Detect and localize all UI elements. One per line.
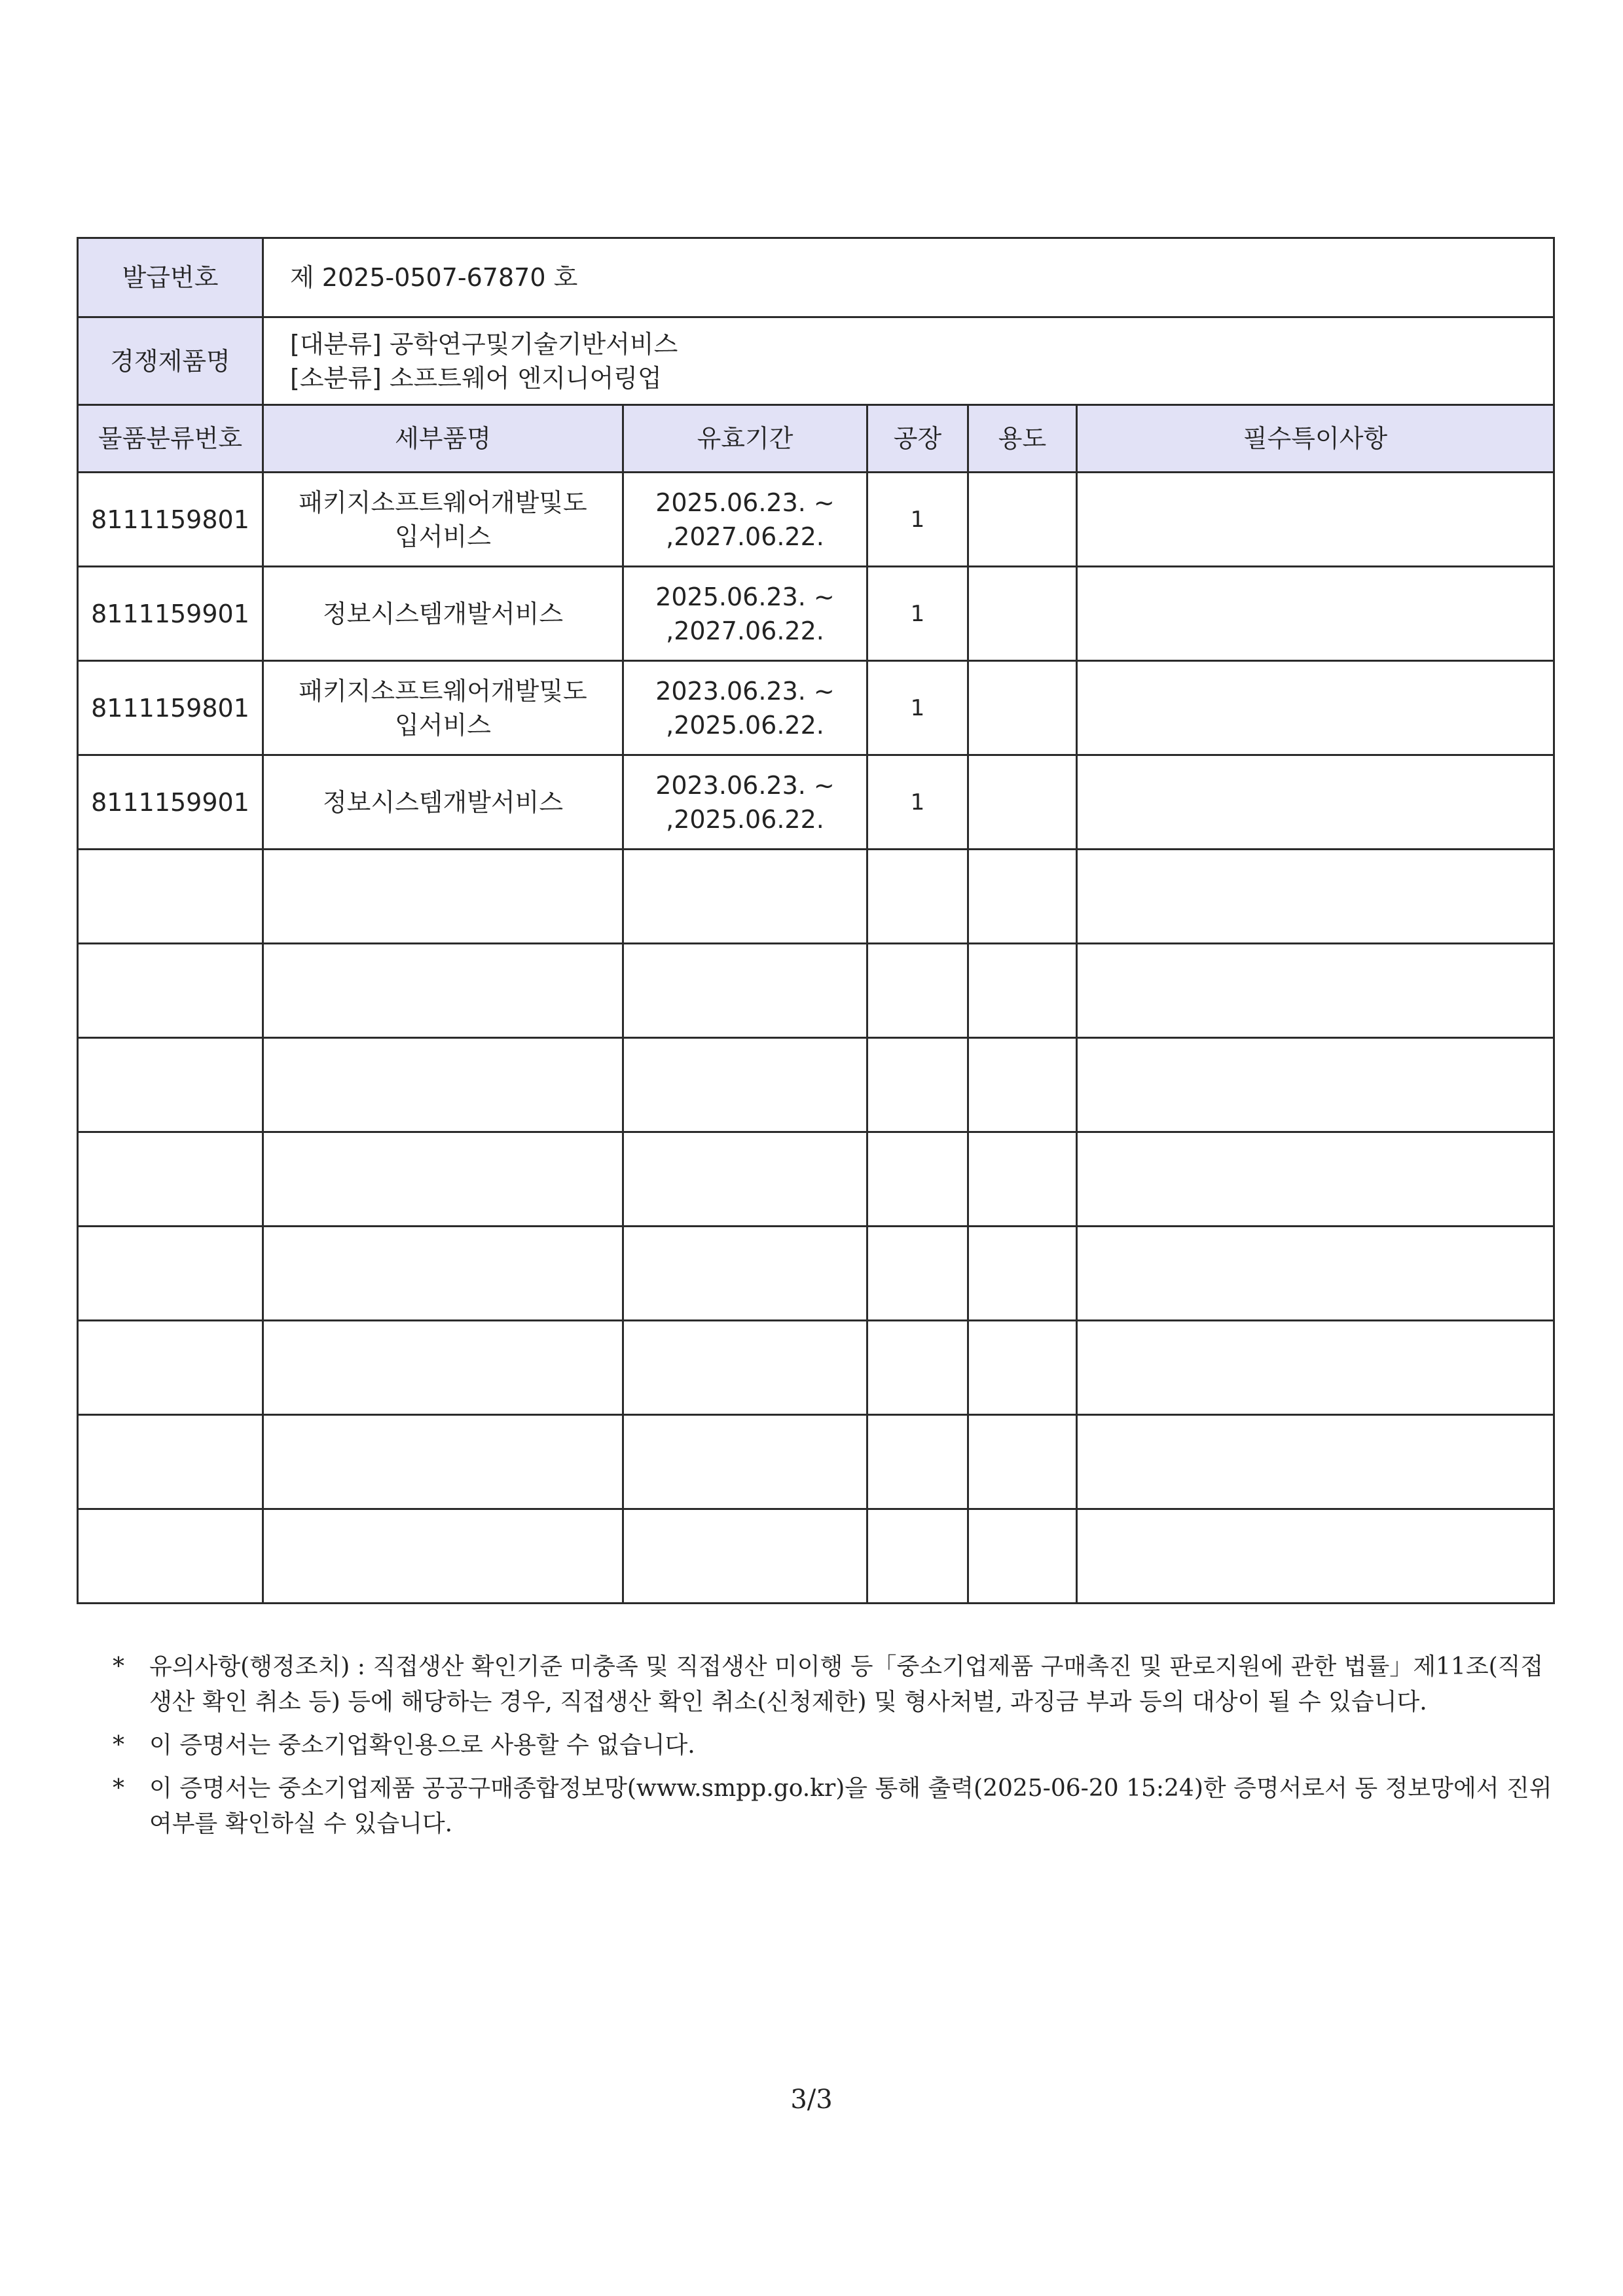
cell-usage xyxy=(968,755,1077,850)
empty-cell xyxy=(623,1509,867,1604)
empty-cell xyxy=(623,944,867,1038)
issue-number-value: 제 2025-0507-67870 호 xyxy=(263,238,1554,317)
empty-cell xyxy=(78,1509,263,1604)
item-name-line: 패키지소프트웨어개발및도 xyxy=(299,488,587,517)
empty-cell xyxy=(78,1415,263,1509)
cell-factory: 1 xyxy=(867,661,968,755)
empty-cell xyxy=(968,1038,1077,1132)
header-usage: 용도 xyxy=(968,405,1077,473)
table-row xyxy=(78,473,1554,567)
empty-cell xyxy=(867,1038,968,1132)
product-minor-category: [소분류] 소프트웨어 엔지니어링업 xyxy=(290,363,662,393)
empty-cell xyxy=(968,850,1077,944)
empty-table-row xyxy=(78,1415,1554,1509)
notice-administrative-action: 유의사항(행정조치) : 직접생산 확인기준 미충족 및 직접생산 미이행 등「중소기업제품 구매촉진 및 판로지원에 관한 법률」제11조(직접생산 확인 취소 등) 등에 해당하는 경우, 직접생산 확인 취소(신청제한) 및 형사처벌, 과징금 부과 등의 대상이 될 수 있습니다. xyxy=(149,1653,1544,1715)
period-end: ,2027.06.22. xyxy=(666,616,824,645)
notice-item xyxy=(113,1649,1553,1720)
item-name-line: 입서비스 xyxy=(395,522,491,551)
item-name-line: 정보시스템개발서비스 xyxy=(322,787,564,817)
cell-factory: 1 xyxy=(867,473,968,567)
cell-remarks xyxy=(1077,473,1554,567)
empty-cell xyxy=(867,944,968,1038)
empty-cell xyxy=(623,1415,867,1509)
bullet-marker: * xyxy=(113,1732,124,1759)
cell-usage xyxy=(968,661,1077,755)
empty-cell xyxy=(968,1132,1077,1227)
empty-cell xyxy=(968,1415,1077,1509)
empty-cell xyxy=(1077,1509,1554,1604)
cell-code: 8111159901 xyxy=(78,567,263,661)
empty-cell xyxy=(623,1132,867,1227)
empty-cell xyxy=(867,1509,968,1604)
period-end: ,2025.06.22. xyxy=(666,710,824,740)
notice-item xyxy=(113,1771,1553,1842)
item-name-line: 입서비스 xyxy=(395,710,491,740)
bullet-marker: * xyxy=(113,1653,124,1680)
empty-cell xyxy=(78,1321,263,1415)
empty-cell xyxy=(968,1509,1077,1604)
empty-cell xyxy=(78,1227,263,1321)
cell-item-name xyxy=(263,473,623,567)
cell-item-name xyxy=(263,755,623,850)
empty-cell xyxy=(867,1321,968,1415)
product-major-category: [대분류] 공학연구및기술기반서비스 xyxy=(290,329,678,359)
cell-valid-period xyxy=(623,567,867,661)
empty-cell xyxy=(968,1227,1077,1321)
header-valid-period: 유효기간 xyxy=(623,405,867,473)
empty-cell xyxy=(1077,1227,1554,1321)
header-classification-code: 물품분류번호 xyxy=(78,405,263,473)
issue-number-label: 발급번호 xyxy=(78,238,263,317)
empty-cell xyxy=(623,1321,867,1415)
empty-cell xyxy=(867,1227,968,1321)
empty-cell xyxy=(1077,1132,1554,1227)
table-row xyxy=(78,567,1554,661)
cell-factory: 1 xyxy=(867,755,968,850)
cell-factory: 1 xyxy=(867,567,968,661)
empty-cell xyxy=(263,1509,623,1604)
empty-cell xyxy=(867,1415,968,1509)
empty-table-row xyxy=(78,1509,1554,1604)
cell-code: 8111159901 xyxy=(78,755,263,850)
certificate-table xyxy=(77,237,1555,1604)
empty-cell xyxy=(1077,1038,1554,1132)
cell-code: 8111159801 xyxy=(78,661,263,755)
empty-cell xyxy=(263,1227,623,1321)
notice-item xyxy=(113,1728,1553,1763)
empty-cell xyxy=(263,1321,623,1415)
empty-cell xyxy=(1077,850,1554,944)
empty-table-row xyxy=(78,850,1554,944)
cell-valid-period xyxy=(623,755,867,850)
empty-cell xyxy=(623,1038,867,1132)
empty-cell xyxy=(78,1038,263,1132)
cell-item-name xyxy=(263,661,623,755)
product-name-row xyxy=(78,317,1554,405)
cell-remarks xyxy=(1077,567,1554,661)
header-item-name: 세부품명 xyxy=(263,405,623,473)
cell-valid-period xyxy=(623,661,867,755)
empty-cell xyxy=(968,1321,1077,1415)
item-name-line: 패키지소프트웨어개발및도 xyxy=(299,676,587,706)
empty-cell xyxy=(78,1132,263,1227)
empty-cell xyxy=(263,944,623,1038)
item-name-line: 정보시스템개발서비스 xyxy=(322,599,564,628)
empty-cell xyxy=(263,1415,623,1509)
empty-cell xyxy=(1077,1321,1554,1415)
empty-table-row xyxy=(78,1321,1554,1415)
period-start: 2025.06.23. ~ xyxy=(655,582,835,611)
empty-cell xyxy=(78,850,263,944)
empty-cell xyxy=(78,944,263,1038)
product-name-label: 경쟁제품명 xyxy=(78,317,263,405)
empty-cell xyxy=(867,1132,968,1227)
empty-cell xyxy=(623,850,867,944)
empty-table-row xyxy=(78,1227,1554,1321)
table-row xyxy=(78,755,1554,850)
empty-cell xyxy=(263,1038,623,1132)
notice-verification: 이 증명서는 중소기업제품 공공구매종합정보망(www.smpp.go.kr)을 통해 출력(2025-06-20 15:24)한 증명서로서 동 정보망에서 진위여부를 확인하실 수 있습니다. xyxy=(149,1775,1552,1837)
empty-cell xyxy=(867,850,968,944)
empty-cell xyxy=(263,850,623,944)
empty-cell xyxy=(1077,944,1554,1038)
period-start: 2025.06.23. ~ xyxy=(655,488,835,517)
table-header-row xyxy=(78,405,1554,473)
empty-table-row xyxy=(78,944,1554,1038)
notice-usage-restriction: 이 증명서는 중소기업확인용으로 사용할 수 없습니다. xyxy=(149,1732,695,1759)
empty-cell xyxy=(1077,1415,1554,1509)
product-name-value xyxy=(263,317,1554,405)
empty-table-row xyxy=(78,1038,1554,1132)
empty-cell xyxy=(623,1227,867,1321)
empty-table-row xyxy=(78,1132,1554,1227)
notice-list xyxy=(113,1649,1553,1850)
header-factory: 공장 xyxy=(867,405,968,473)
cell-usage xyxy=(968,473,1077,567)
cell-valid-period xyxy=(623,473,867,567)
page-number: 3/3 xyxy=(790,2085,833,2115)
empty-cell xyxy=(968,944,1077,1038)
period-start: 2023.06.23. ~ xyxy=(655,676,835,706)
cell-item-name xyxy=(263,567,623,661)
cell-code: 8111159801 xyxy=(78,473,263,567)
cell-remarks xyxy=(1077,661,1554,755)
header-remarks: 필수특이사항 xyxy=(1077,405,1554,473)
period-end: ,2025.06.22. xyxy=(666,804,824,834)
bullet-marker: * xyxy=(113,1775,124,1802)
table-row xyxy=(78,661,1554,755)
cell-usage xyxy=(968,567,1077,661)
period-end: ,2027.06.22. xyxy=(666,522,824,551)
issue-number-row xyxy=(78,238,1554,317)
cell-remarks xyxy=(1077,755,1554,850)
empty-cell xyxy=(263,1132,623,1227)
period-start: 2023.06.23. ~ xyxy=(655,770,835,800)
